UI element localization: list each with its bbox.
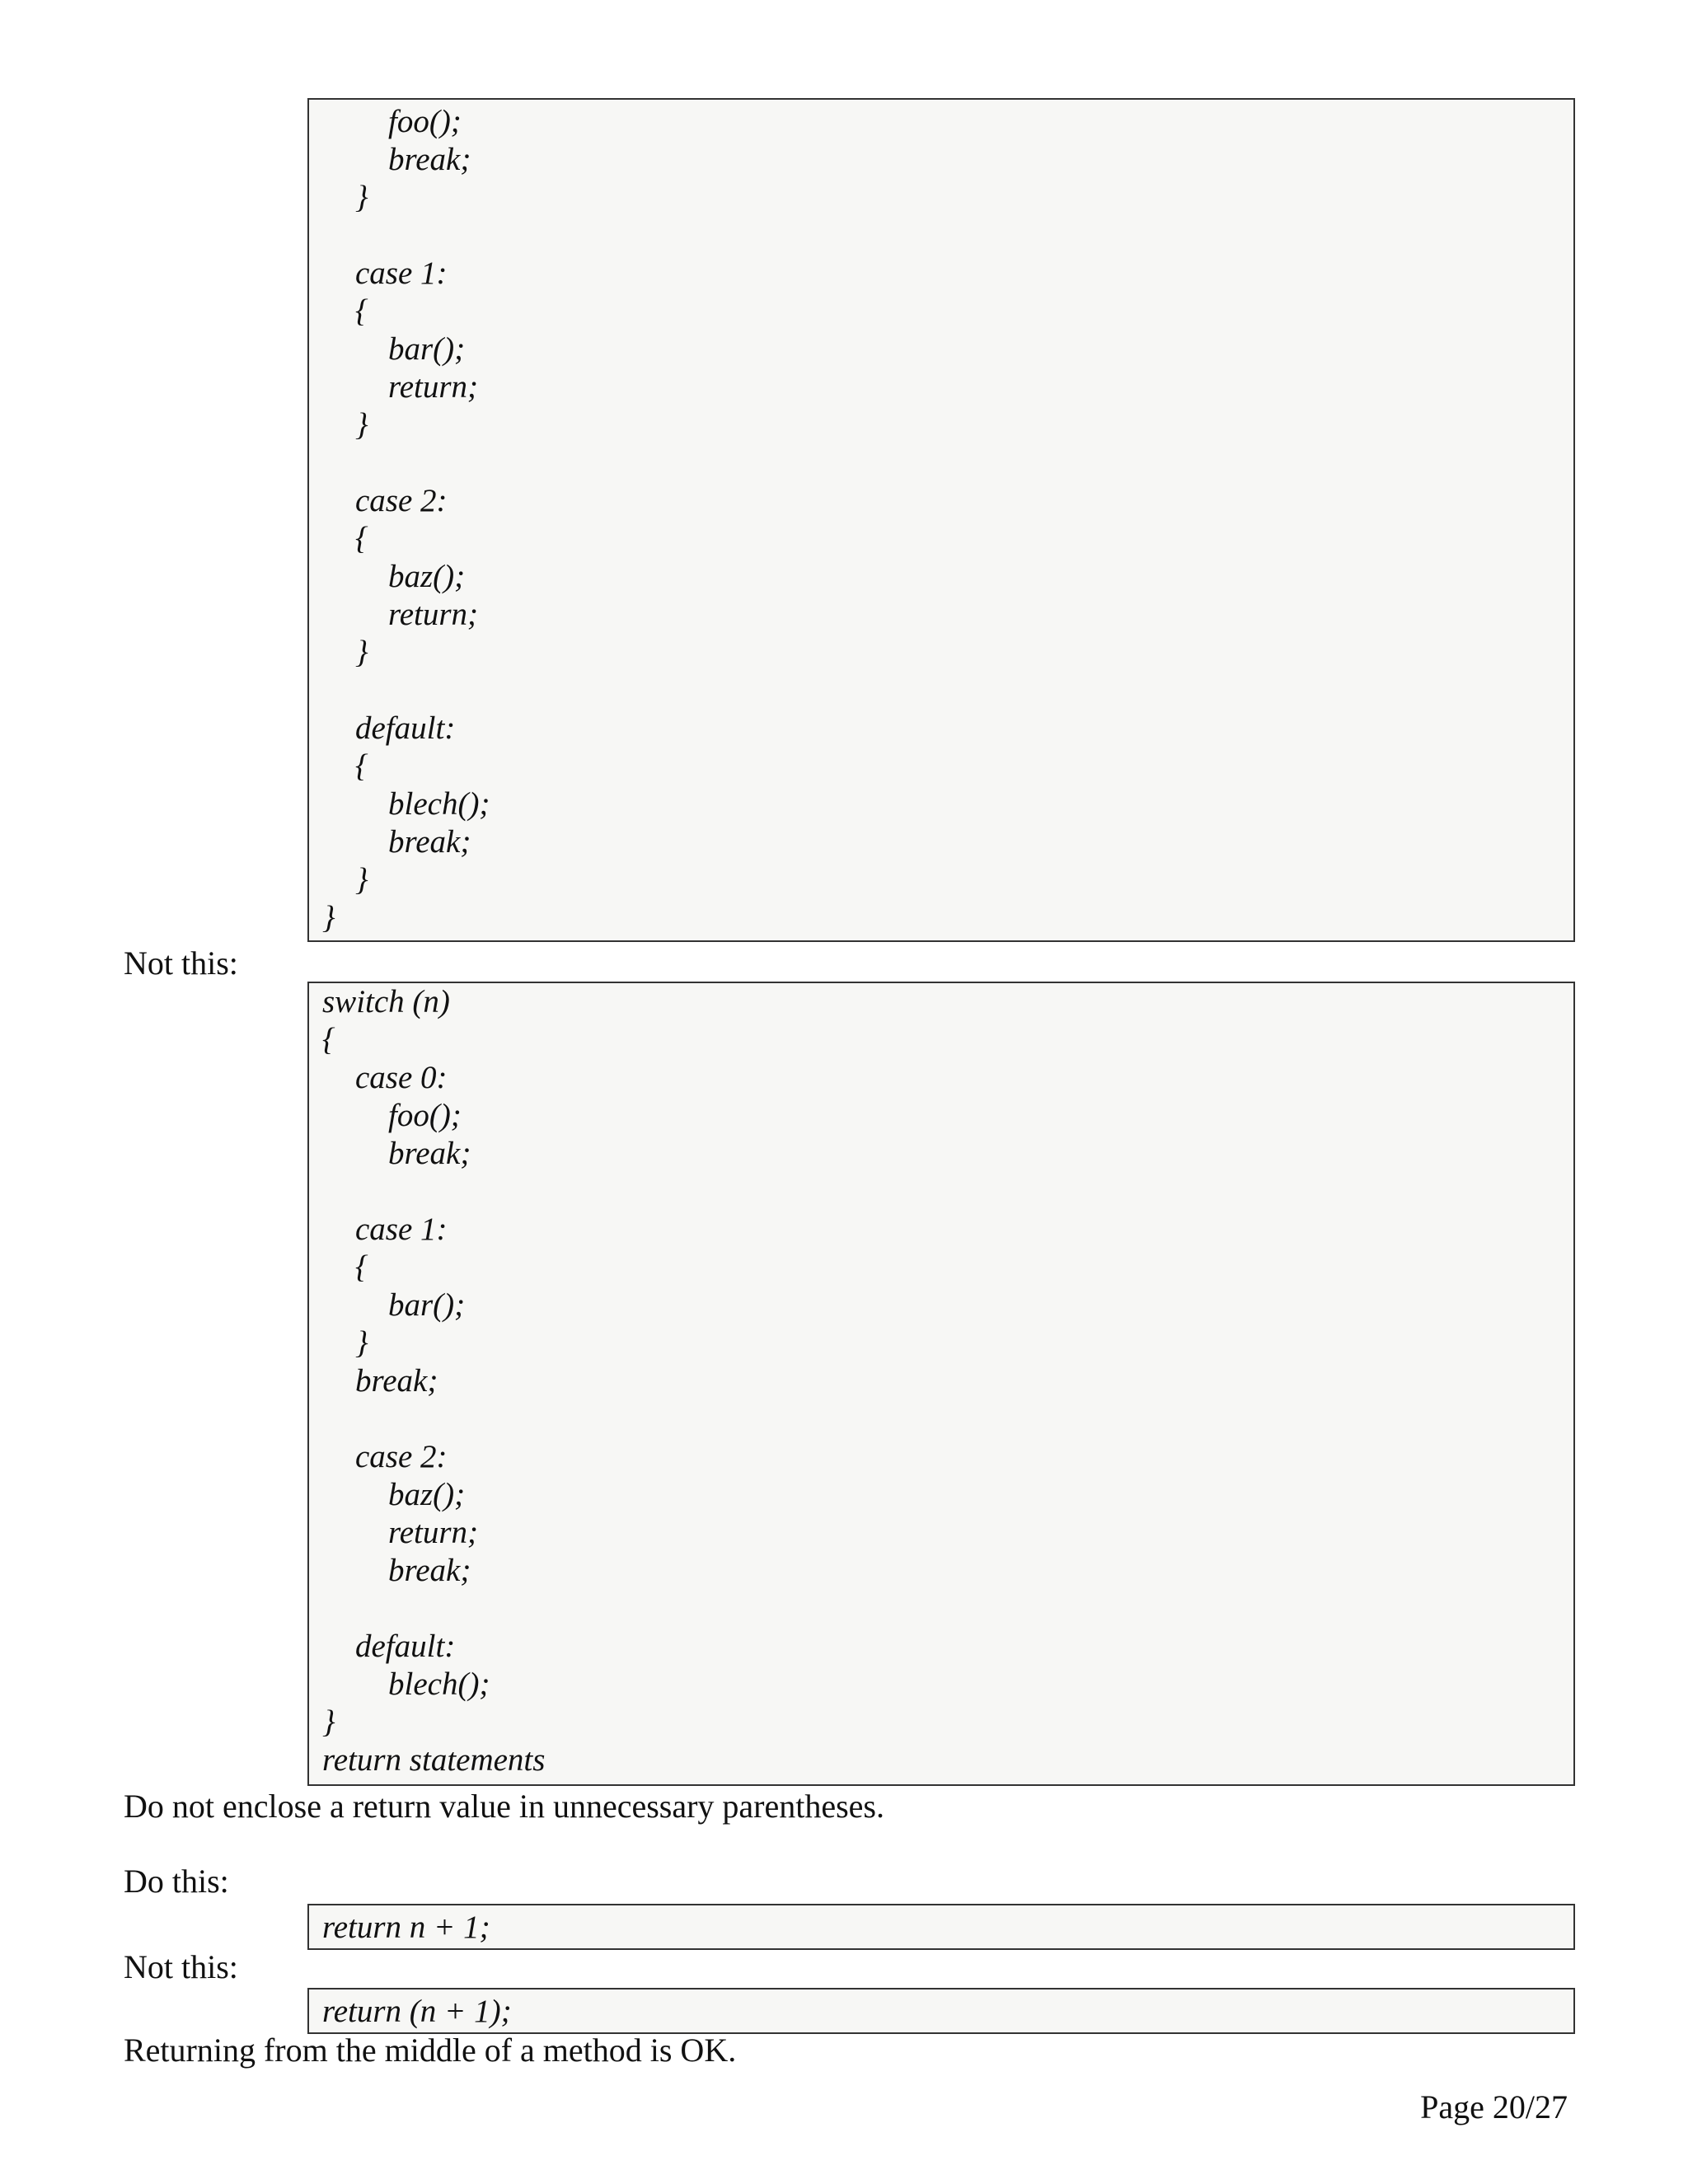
code-line: { (355, 748, 368, 784)
code-line: { (355, 521, 368, 556)
code-line: } (322, 900, 335, 935)
code-line: return (n + 1); (322, 1994, 512, 2029)
code-line: break; (388, 1553, 471, 1588)
code-line: break; (388, 1136, 471, 1171)
code-line: return n + 1; (322, 1910, 490, 1945)
code-line: } (355, 180, 368, 215)
code-line: } (322, 1704, 335, 1740)
code-line: bar(); (388, 331, 466, 367)
code-line: default: (355, 710, 456, 746)
code-line: } (355, 862, 368, 898)
code-line: case 0: (355, 1060, 448, 1095)
code-line: blech(); (388, 786, 490, 822)
code-line (322, 1590, 1573, 1628)
code-line (322, 672, 1573, 710)
code-line: case 2: (355, 483, 448, 518)
code-line: return; (388, 1515, 479, 1550)
code-line: case 1: (355, 1212, 448, 1247)
code-line (322, 1173, 1573, 1211)
code-line: case 1: (355, 255, 448, 291)
code-line (322, 1400, 1573, 1438)
label-do-this: Do this: (124, 1863, 229, 1900)
code-line: bar(); (388, 1287, 466, 1323)
code-line: baz(); (388, 1477, 466, 1512)
code-line: } (355, 407, 368, 443)
code-line: blech(); (388, 1666, 490, 1702)
code-line: return statements (322, 1742, 546, 1778)
code-block-1 (307, 98, 1575, 942)
code-line: break; (355, 1363, 438, 1399)
code-line: } (355, 1325, 368, 1361)
code-line: switch (n) (322, 984, 450, 1019)
code-line: default: (355, 1629, 456, 1664)
code-line: break; (388, 142, 471, 177)
code-line: break; (388, 824, 471, 860)
code-line: return; (388, 369, 479, 405)
code-block-not (307, 1988, 1575, 2034)
code-line: return; (388, 597, 479, 632)
paragraph-return-middle: Returning from the middle of a method is OK. (124, 2032, 737, 2069)
label-not-this: Not this: (124, 1948, 238, 1985)
code-line: baz(); (388, 559, 466, 594)
code-line: { (355, 1249, 368, 1285)
page-number: Page 20/27 (1420, 2088, 1568, 2125)
label-not-this: Not this: (124, 944, 238, 982)
code-block-2 (307, 982, 1575, 1786)
code-line: { (355, 293, 368, 329)
code-line: case 2: (355, 1439, 448, 1474)
code-line: foo(); (388, 1098, 462, 1133)
code-line: } (355, 635, 368, 670)
code-line (322, 444, 1573, 482)
code-block-do (307, 1904, 1575, 1950)
code-line (322, 217, 1573, 255)
code-line: { (322, 1022, 335, 1057)
paragraph-return-parentheses: Do not enclose a return value in unnecessary parentheses. (124, 1788, 884, 1825)
code-line: foo(); (388, 104, 462, 139)
